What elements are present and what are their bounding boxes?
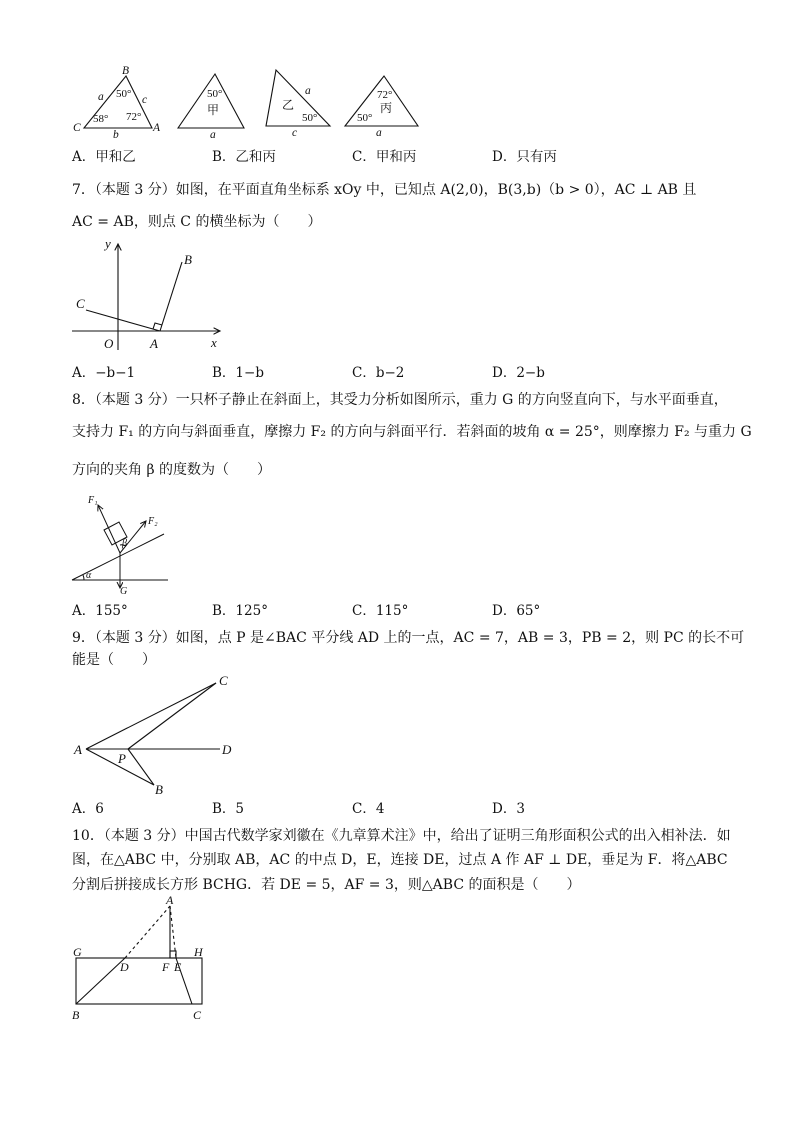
- q6-t2-angle: 50°: [302, 112, 318, 124]
- q6-t3-angle-left: 50°: [357, 112, 373, 124]
- q7-option-b[interactable]: B．1−b: [212, 365, 264, 381]
- q10-segment-BD: [76, 958, 125, 1004]
- q8-option-d[interactable]: D．65°: [492, 603, 541, 619]
- q7-label-C: C: [76, 296, 85, 311]
- q6-t3-angle-top: 72°: [377, 89, 393, 101]
- q9-option-d[interactable]: D．3: [492, 801, 525, 817]
- q7-option-c[interactable]: C．b−2: [352, 365, 405, 381]
- q6-t1-name: 甲: [207, 103, 220, 117]
- q7-question-line-1: 7．（本题 3 分）如图，在平面直角坐标系 xOy 中，已知点 A(2,0)，B(3,b)（b > 0），AC ⊥ AB 且: [72, 182, 697, 198]
- q8-question-line-1: 8．（本题 3 分）一只杯子静止在斜面上，其受力分析如图所示，重力 G 的方向竖直向下，与水平面垂直，: [72, 392, 728, 408]
- q7-label-A: A: [150, 336, 158, 351]
- q9-label-A: A: [74, 742, 82, 757]
- q7-option-d[interactable]: D．2−b: [492, 365, 545, 381]
- q10-label-F: F: [162, 960, 170, 974]
- q6-t2-side-a: a: [305, 85, 311, 97]
- q6-t3-name: 丙: [380, 101, 393, 115]
- q6-t1-angle: 50°: [207, 88, 223, 100]
- q6-t0-label-C: C: [73, 122, 81, 134]
- q6-t0-angle-c: 58°: [93, 113, 109, 125]
- q10-label-B: B: [72, 1008, 80, 1022]
- q9-label-B: B: [155, 782, 163, 797]
- q10-rectangle-BCHG: [76, 958, 202, 1004]
- q6-option-b[interactable]: B．乙和丙: [212, 149, 276, 165]
- q9-question-line-2: 能是（ ）: [72, 652, 156, 668]
- q8-label-F2: F₂: [148, 516, 158, 527]
- q6-t2-name: 乙: [282, 98, 295, 112]
- q10-label-D: D: [120, 960, 129, 974]
- q9-question-line-1: 9．（本题 3 分）如图，点 P 是∠BAC 平分线 AD 上的一点，AC = 7，AB = 3，PB = 2，则 PC 的长不可: [72, 630, 745, 646]
- q10-label-E: E: [174, 960, 182, 974]
- q10-question-line-2: 图，在△ABC 中，分别取 AB，AC 的中点 D，E，连接 DE，过点 A 作 AF ⊥ DE，垂足为 F．将△ABC: [72, 852, 728, 868]
- q8-question-line-2: 支持力 F₁ 的方向与斜面垂直，摩擦力 F₂ 的方向与斜面平行．若斜面的坡角 α = 25°，则摩擦力 F₂ 与重力 G: [72, 424, 752, 440]
- q9-label-D: D: [222, 742, 232, 757]
- q6-t0-angle-a: 72°: [126, 111, 142, 123]
- q6-t0-label-c: c: [142, 94, 148, 106]
- q6-t0-label-a: a: [98, 91, 104, 103]
- q8-label-alpha: α: [86, 570, 92, 581]
- q8-option-b[interactable]: B．125°: [212, 603, 268, 619]
- q6-t0-label-b: b: [113, 129, 119, 141]
- q6-t1-side: a: [210, 129, 216, 141]
- q7-option-a[interactable]: A．−b−1: [72, 365, 136, 381]
- q8-label-F1: F₁: [88, 495, 98, 506]
- q10-label-H: H: [194, 945, 203, 959]
- q8-option-c[interactable]: C．115°: [352, 603, 409, 619]
- q6-t0-label-A: A: [153, 122, 161, 134]
- q7-label-x: x: [211, 335, 217, 350]
- q6-t0-label-B: B: [122, 65, 130, 77]
- q6-t2-side-c: c: [292, 127, 298, 139]
- q8-label-G: G: [120, 586, 128, 597]
- q8-label-beta: β: [122, 538, 127, 549]
- q9-option-c[interactable]: C．4: [352, 801, 385, 817]
- q6-option-d[interactable]: D．只有丙: [492, 149, 557, 165]
- q7-label-B: B: [184, 252, 192, 267]
- q10-label-A: A: [166, 893, 174, 907]
- q6-option-a[interactable]: A．甲和乙: [72, 149, 136, 165]
- q7-label-O: O: [104, 336, 114, 351]
- q10-segment-AD-dashed: [125, 906, 170, 958]
- q6-t0-angle-b: 50°: [116, 88, 132, 100]
- q9-label-P: P: [118, 751, 126, 766]
- q6-t3-side: a: [376, 127, 382, 139]
- q10-label-G: G: [73, 945, 82, 959]
- q10-question-line-1: 10．（本题 3 分）中国古代数学家刘徽在《九章算术注》中，给出了证明三角形面积公式的出入相补法．如: [72, 828, 731, 844]
- q7-question-line-2: AC = AB，则点 C 的横坐标为（ ）: [72, 214, 322, 230]
- q7-label-y: y: [105, 236, 111, 251]
- q10-question-line-3: 分割后拼接成长方形 BCHG．若 DE = 5，AF = 3，则△ABC 的面积是（ ）: [72, 877, 581, 893]
- q10-label-C: C: [193, 1008, 202, 1022]
- q8-question-line-3: 方向的夹角 β 的度数为（ ）: [72, 462, 271, 478]
- q9-option-b[interactable]: B．5: [212, 801, 245, 817]
- q8-option-a[interactable]: A．155°: [72, 603, 128, 619]
- q10-segment-AE-dashed: [170, 906, 176, 958]
- q6-option-c[interactable]: C．甲和丙: [352, 149, 417, 165]
- q9-option-a[interactable]: A．6: [72, 801, 104, 817]
- q9-label-C: C: [219, 673, 228, 688]
